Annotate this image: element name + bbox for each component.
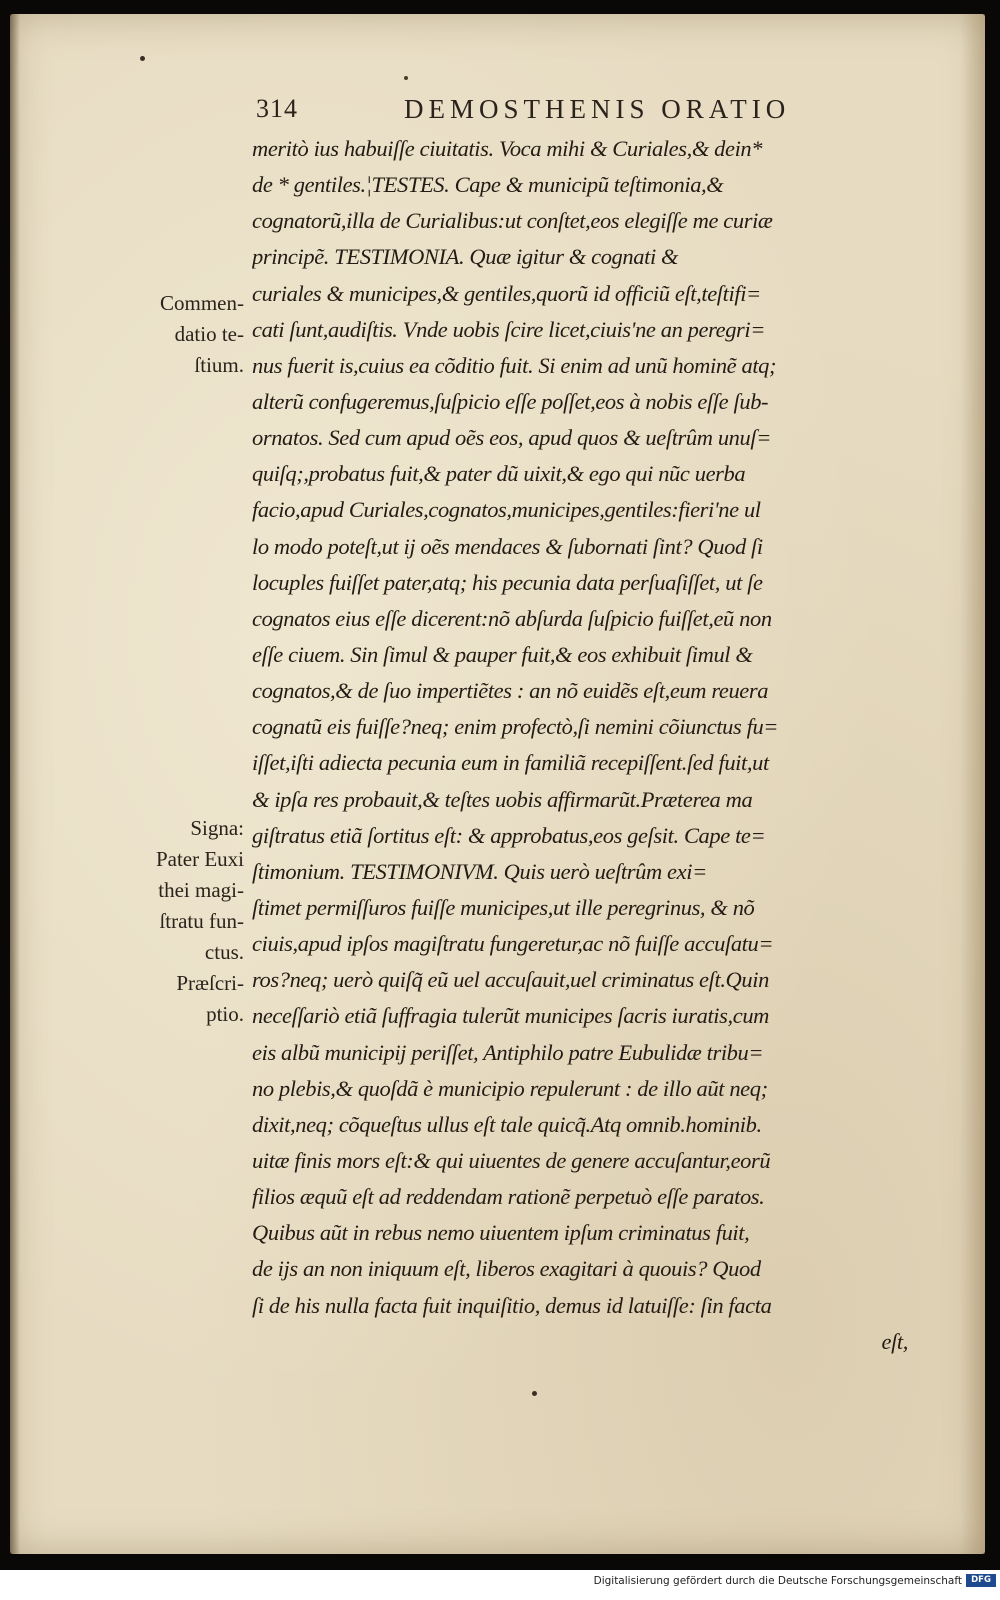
text-line: principẽ. TESTIMONIA. Quæ igitur & cognati & — [252, 244, 679, 270]
margin-note-line: Præſcri- — [176, 971, 244, 995]
text-line: de * gentiles.¦TESTES. Cape & municipũ teſtimonia,& — [252, 172, 724, 198]
page-number: 314 — [256, 94, 298, 123]
margin-note-line: ctus. — [204, 940, 244, 964]
margin-note-line: Signa: — [190, 816, 244, 840]
text-line: alterũ confugeremus,ſuſpicio eſſe poſſet,eos à nobis eſſe ſub- — [252, 388, 769, 414]
text-line: iſſet,iſti adiecta pecunia eum in familiã recepiſſent.ſed fuit,ut — [252, 750, 769, 776]
text-line: no plebis,& quoſdã è municipio repulerunt : de illo aũt neq; — [252, 1075, 768, 1101]
text-line: cognatos,& de ſuo impertiẽtes : an nõ euidẽs eſt,eum reuera — [252, 678, 769, 704]
text-line: ornatos. Sed cum apud oẽs eos, apud quos & ueſtrûm unuſ= — [252, 425, 772, 451]
text-line: & ipſa res probauit,& teſtes uobis affirmarũt.Præterea ma — [252, 786, 753, 812]
text-line: dixit,neq; cõqueſtus ullus eſt tale quicq̃.Atq omnib.hominib. — [252, 1111, 762, 1137]
text-line: giſtratus etiã ſortitus eſt: & approbatus,eos geſsit. Cape te= — [252, 822, 766, 848]
margin-note-line: thei magi- — [158, 878, 244, 902]
margin-note-line: datio te- — [174, 322, 244, 346]
page-shadow-right — [960, 14, 985, 1554]
catchword: eſt, — [881, 1328, 908, 1354]
text-line: nus fuerit is,cuius ea cõditio fuit. Si enim ad unũ hominẽ atq; — [252, 352, 777, 378]
text-line: cati ſunt,audiſtis. Vnde uobis ſcire licet,ciuis'ne an peregri= — [252, 316, 766, 342]
text-line: neceſſariò etiã ſuffragia tulerũt municipes ſacris iuratis,cum — [252, 1003, 770, 1029]
text-line: de ijs an non iniquum eſt, liberos exagitari à quouis? Quod — [252, 1256, 761, 1282]
text-line: eis albũ municipij periſſet, Antiphilo patre Eubulidæ tribu= — [252, 1039, 764, 1065]
text-line: locuples fuiſſet pater,atq; his pecunia data perſuaſiſſet, ut ſe — [252, 569, 763, 595]
margin-note-signa — [104, 813, 244, 968]
text-line: facio,apud Curiales,cognatos,municipes,gentiles:fieri'ne ul — [252, 497, 761, 523]
margin-note-line: Commen- — [160, 291, 244, 315]
ink-spot — [404, 76, 408, 80]
text-line: lo modo poteſt,ut ij oẽs mendaces & ſubornati ſint? Quod ſi — [252, 533, 763, 559]
text-line: ſi de his nulla facta fuit inquiſitio, demus id latuiſſe: ſin facta — [252, 1292, 772, 1318]
margin-note-line: ſtratu fun- — [159, 909, 244, 933]
dfg-logo: DFG — [966, 1574, 996, 1587]
text-line: cognatos eius eſſe dicerent:nõ abſurda ſuſpicio fuiſſet,eũ non — [252, 605, 772, 631]
text-line: cognatũ eis fuiſſe?neq; enim profectò,ſi nemini cõiunctus fu= — [252, 714, 779, 740]
text-line: meritò ius habuiſſe ciuitatis. Voca mihi & Curiales,& dein* — [252, 136, 763, 161]
text-line: eſſe ciuem. Sin ſimul & pauper fuit,& eos exhibuit ſimul & — [252, 641, 753, 667]
text-line: quiſq;,probatus fuit,& pater dũ uixit,& ego qui nũc uerba — [252, 461, 746, 487]
text-line: filios æquũ eſt ad reddendam rationẽ perpetuò eſſe paratos. — [252, 1184, 765, 1210]
margin-note-line: ſtium. — [194, 353, 244, 377]
running-head — [256, 94, 856, 134]
signature-mark — [532, 1391, 537, 1396]
text-line: ros?neq; uerò quiſq̃ eũ uel accuſauit,uel criminatus eſt.Quin — [252, 967, 769, 993]
text-line: uitæ finis mors eſt:& qui uiuentes de genere accuſantur,eorũ — [252, 1147, 771, 1173]
margin-note-praescriptio — [104, 968, 244, 1030]
text-line: ciuis,apud ipſos magiſtratu fungeretur,ac nõ fuiſſe accuſatu= — [252, 931, 774, 957]
text-line: cognatorũ,illa de Curialibus:ut conſtet,eos elegiſſe me curiæ — [252, 208, 773, 234]
ink-spot — [140, 56, 145, 61]
body-text — [252, 131, 920, 1360]
footer-credit: Digitalisierung gefördert durch die Deutsche Forschungsgemeinschaft — [593, 1575, 962, 1587]
running-title: DEMOSTHENIS ORATIO — [404, 94, 791, 124]
margin-note-line: Pater Euxi — [155, 847, 244, 871]
margin-note-commendatio — [104, 288, 244, 381]
page-shadow-left — [10, 14, 20, 1554]
text-line: Quibus aũt in rebus nemo uiuentem ipſum criminatus fuit, — [252, 1220, 750, 1246]
margin-note-line: ptio. — [206, 1002, 244, 1026]
text-line: ſtimet permiſſuros fuiſſe municipes,ut ille peregrinus, & nõ — [252, 894, 755, 920]
text-line: curiales & municipes,& gentiles,quorũ id officiũ eſt,teſtifi= — [252, 280, 761, 306]
text-line: ſtimonium. TESTIMONIVM. Quis uerò ueſtrûm exi= — [252, 858, 707, 884]
